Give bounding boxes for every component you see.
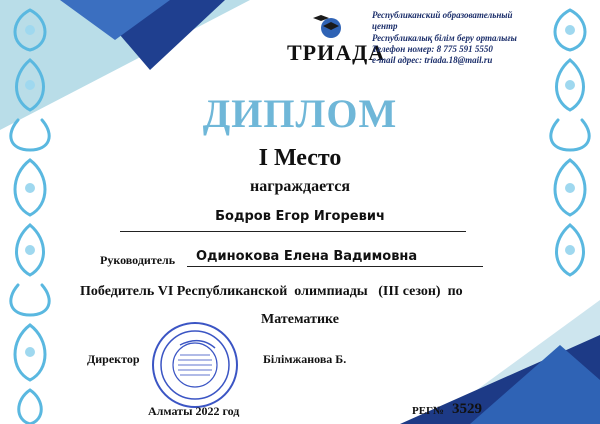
round-seal-stamp-icon [150,320,240,410]
director-name: Білімжанова Б. [263,352,347,366]
supervisor-name: Одинокова Елена Вадимовна [196,249,418,264]
recipient-underline [120,231,466,232]
org-email: e-mail адрес: triada.18@mail.ru [372,55,493,65]
supervisor-underline [187,266,483,267]
org-name-kz: Республикалық білім беру орталығы [372,33,517,43]
org-name-ru: Республиканский образовательный центр [372,10,513,31]
city-year: Алматы 2022 год [148,404,240,418]
subject-text: Математике [261,312,339,327]
logo-text: ТРИАДА [287,40,386,65]
graduation-cap-globe-icon [305,12,345,40]
place-heading: I Место [258,145,342,171]
recipient-name: Бодров Егор Игоревич [215,209,385,224]
reg-label: РЕГ№ [412,405,445,417]
awarded-label: награждается [250,178,350,195]
supervisor-label: Руководитель [100,253,176,267]
diploma-title: ДИПЛОМ [202,91,398,136]
achievement-text: Победитель VI Республиканской олимпиады (III сезон) по [80,284,463,299]
org-phone: Телефон номер: 8 775 591 5550 [372,44,493,54]
reg-number: 3529 [452,401,482,417]
director-label: Директор [87,352,140,366]
